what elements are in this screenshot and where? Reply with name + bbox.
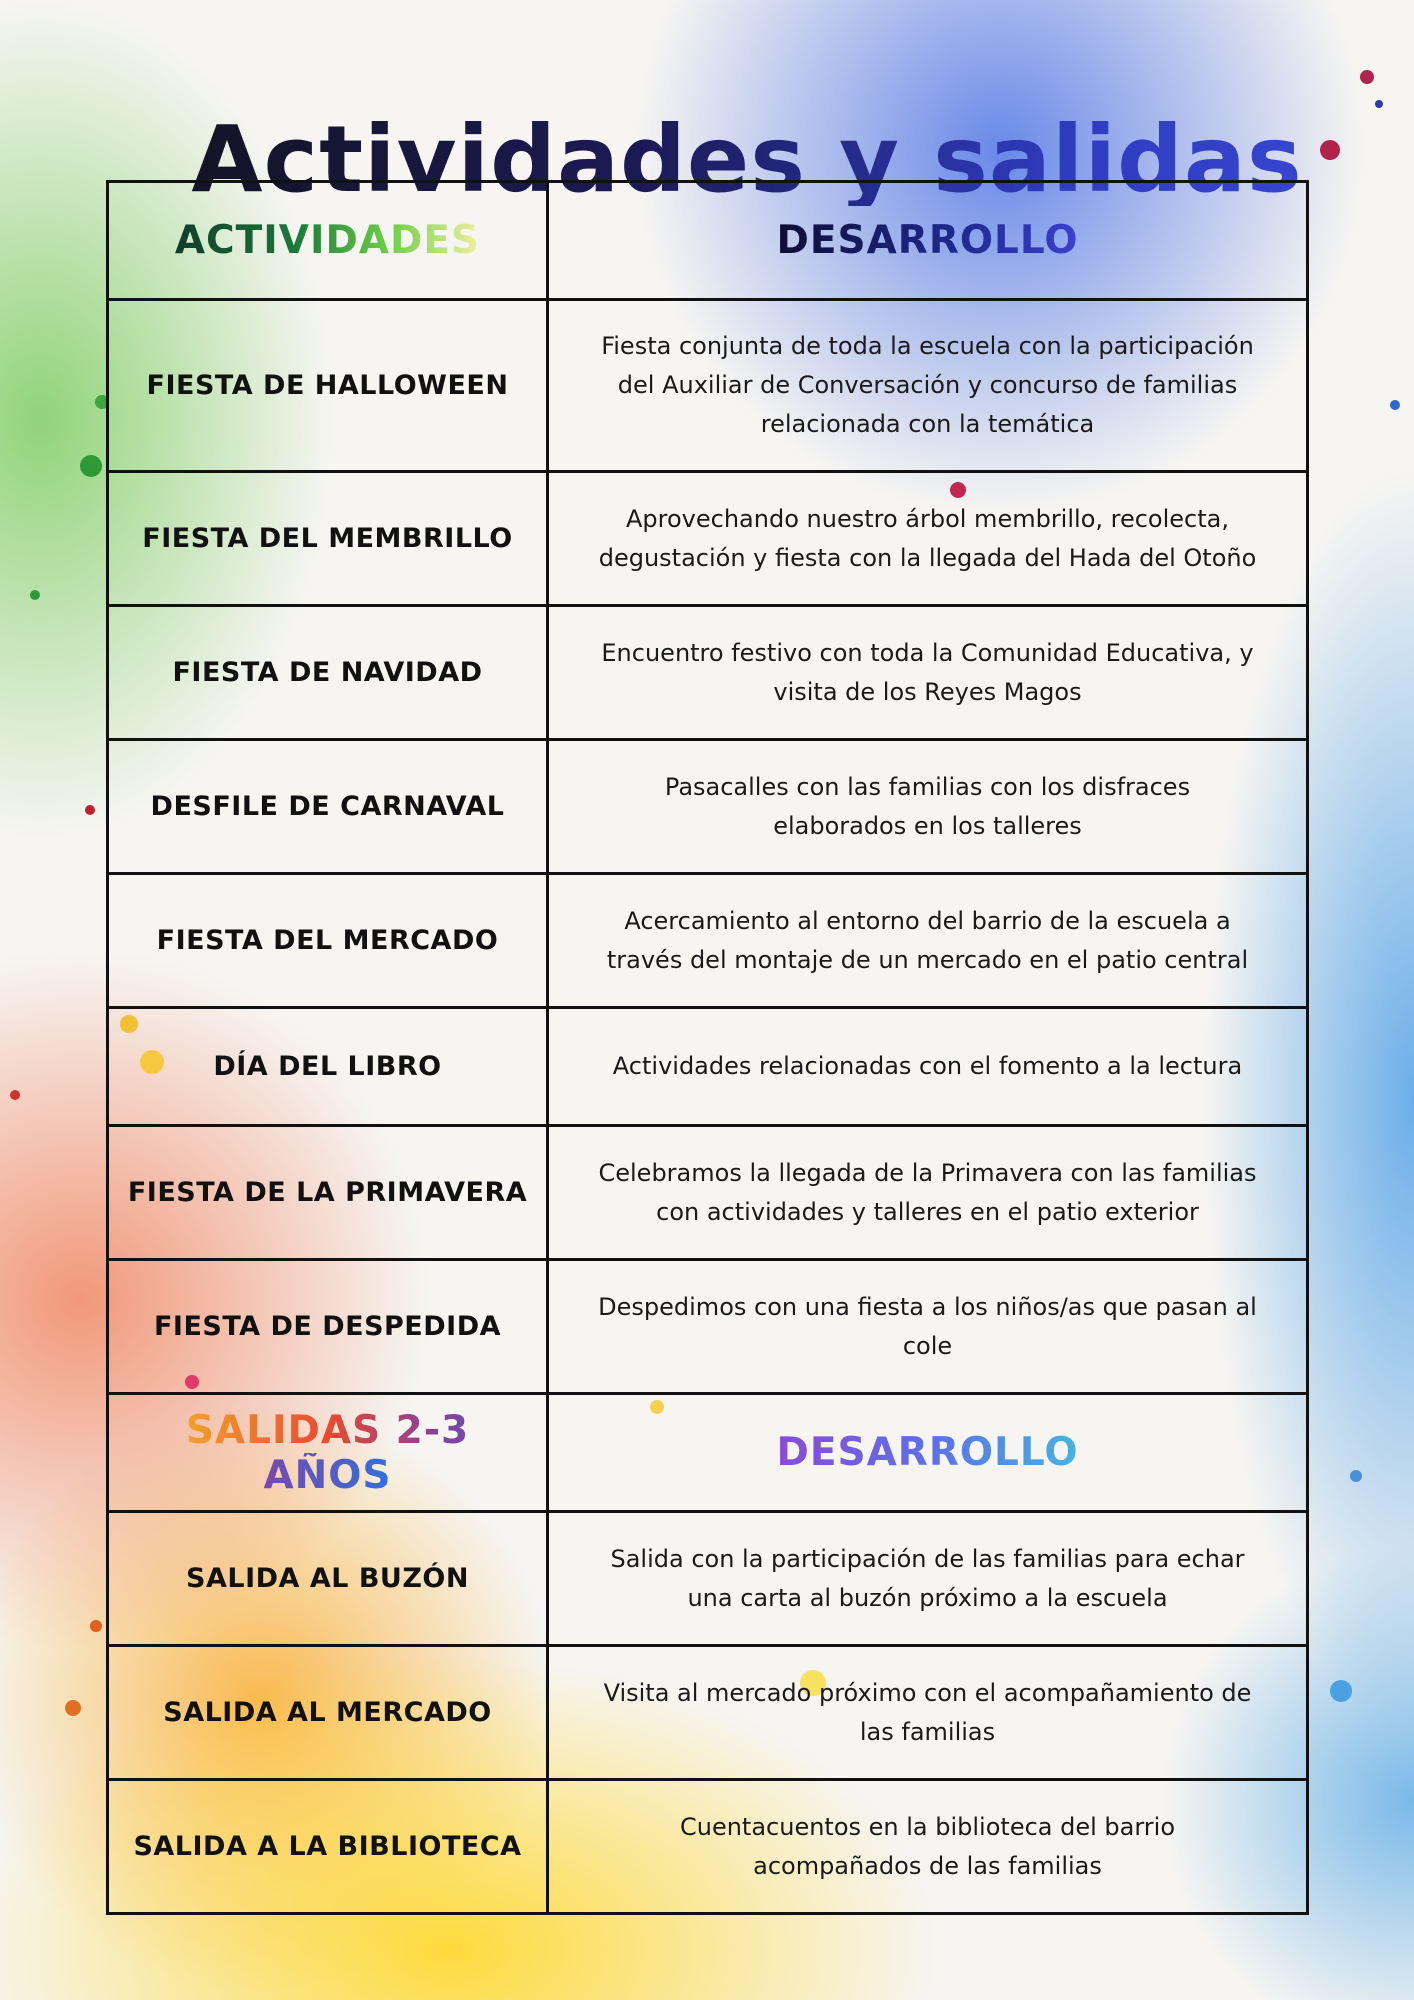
description-line: visita de los Reyes Magos bbox=[773, 677, 1082, 706]
description-line: Aprovechando nuestro árbol membrillo, recolecta, bbox=[626, 504, 1229, 533]
table-row bbox=[108, 606, 1308, 740]
activity-name: FIESTA DE LA PRIMAVERA bbox=[108, 1126, 548, 1260]
outing-description bbox=[548, 1646, 1308, 1780]
outing-name: SALIDA A LA BIBLIOTECA bbox=[108, 1780, 548, 1914]
description-line: Celebramos la llegada de la Primavera con las familias bbox=[598, 1158, 1257, 1187]
activity-name: FIESTA DE HALLOWEEN bbox=[108, 300, 548, 472]
description-line: Cuentacuentos en la biblioteca del barrio bbox=[679, 1812, 1176, 1841]
description-line: través del montaje de un mercado en el patio central bbox=[606, 945, 1249, 974]
outing-name: SALIDA AL BUZÓN bbox=[108, 1512, 548, 1646]
table-row bbox=[108, 300, 1308, 472]
outing-description bbox=[548, 1512, 1308, 1646]
activity-description bbox=[548, 300, 1308, 472]
activities-table bbox=[106, 180, 1309, 1915]
outings-header-cell bbox=[108, 1394, 548, 1512]
table-row bbox=[108, 1008, 1308, 1126]
description-line: acompañados de las familias bbox=[753, 1851, 1102, 1880]
table-row bbox=[108, 1512, 1308, 1646]
outing-name: SALIDA AL MERCADO bbox=[108, 1646, 548, 1780]
activities-header-row bbox=[108, 182, 1308, 300]
description-line: Salida con la participación de las familias para echar bbox=[610, 1544, 1245, 1573]
description-line: del Auxiliar de Conversación y concurso de familias bbox=[617, 371, 1238, 399]
outings-development-header: DESARROLLO bbox=[776, 1430, 1079, 1475]
description-line: Despedimos con una fiesta a los niños/as que pasan al bbox=[598, 1292, 1257, 1321]
activity-description bbox=[548, 472, 1308, 606]
description-line: Visita al mercado próximo con el acompañamiento de bbox=[603, 1678, 1252, 1707]
activity-description bbox=[548, 740, 1308, 874]
page-title: Actividades y salidas bbox=[0, 114, 1414, 206]
activity-name: FIESTA DE NAVIDAD bbox=[108, 606, 548, 740]
activity-description bbox=[548, 1008, 1308, 1126]
description-line: con actividades y talleres en el patio exterior bbox=[656, 1197, 1199, 1226]
table-row bbox=[108, 1646, 1308, 1780]
table-row bbox=[108, 1780, 1308, 1914]
activity-name: FIESTA DE DESPEDIDA bbox=[108, 1260, 548, 1394]
outings-header-row bbox=[108, 1394, 1308, 1512]
description-line: Fiesta conjunta de toda la escuela con la participación bbox=[601, 332, 1254, 360]
description-line: Encuentro festivo con toda la Comunidad Educativa, y bbox=[601, 638, 1254, 667]
table-row bbox=[108, 1260, 1308, 1394]
outings-header: SALIDAS 2-3 AÑOS bbox=[185, 1407, 470, 1498]
table-row bbox=[108, 1126, 1308, 1260]
description-line: elaborados en los talleres bbox=[773, 811, 1082, 840]
description-line: las familias bbox=[859, 1717, 996, 1746]
description-line: degustación y fiesta con la llegada del Hada del Otoño bbox=[598, 543, 1257, 572]
activity-description bbox=[548, 874, 1308, 1008]
table-row bbox=[108, 472, 1308, 606]
activity-name: FIESTA DEL MEMBRILLO bbox=[108, 472, 548, 606]
activities-header-cell bbox=[108, 182, 548, 300]
development-header: DESARROLLO bbox=[776, 218, 1079, 263]
description-line: Actividades relacionadas con el fomento a la lectura bbox=[612, 1052, 1243, 1080]
activity-description bbox=[548, 1260, 1308, 1394]
description-line: una carta al buzón próximo a la escuela bbox=[687, 1583, 1168, 1612]
development-header-cell bbox=[548, 182, 1308, 300]
activity-description bbox=[548, 606, 1308, 740]
outings-development-header-cell bbox=[548, 1394, 1308, 1512]
activity-description bbox=[548, 1126, 1308, 1260]
table-row bbox=[108, 740, 1308, 874]
activities-header: ACTIVIDADES bbox=[174, 218, 481, 263]
outing-description bbox=[548, 1780, 1308, 1914]
table-row bbox=[108, 874, 1308, 1008]
description-line: Pasacalles con las familias con los disfraces bbox=[664, 772, 1191, 801]
description-line: relacionada con la temática bbox=[760, 410, 1095, 438]
description-line: cole bbox=[902, 1331, 953, 1360]
activity-name: FIESTA DEL MERCADO bbox=[108, 874, 548, 1008]
activity-name: DESFILE DE CARNAVAL bbox=[108, 740, 548, 874]
activity-name: DÍA DEL LIBRO bbox=[108, 1008, 548, 1126]
description-line: Acercamiento al entorno del barrio de la escuela a bbox=[624, 906, 1231, 935]
